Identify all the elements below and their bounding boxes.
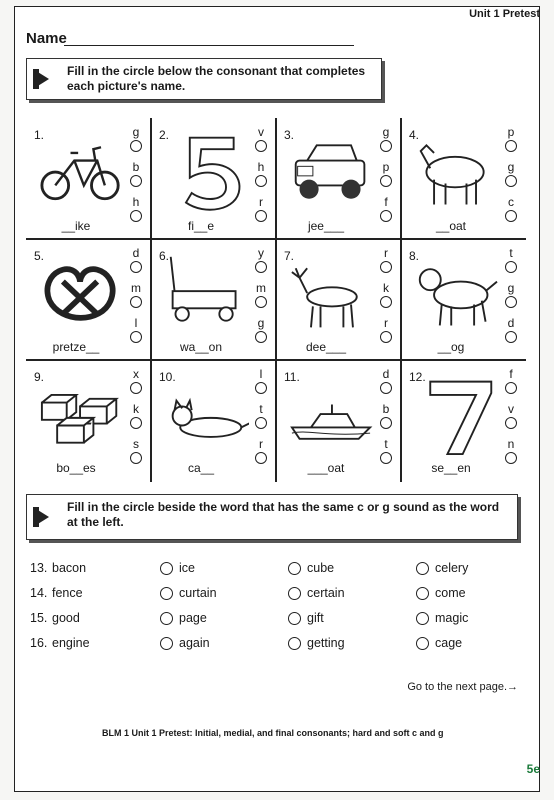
letter-option[interactable]: [252, 403, 270, 438]
part2-instructions-text: Fill in the circle beside the word that has the same c or g sound as the word at the left.: [67, 500, 500, 529]
letter-option[interactable]: [127, 161, 145, 196]
option-letter: h: [132, 195, 140, 209]
letter-option[interactable]: [377, 368, 395, 403]
answer-bubble[interactable]: [380, 452, 392, 464]
option-letter: g: [257, 316, 265, 330]
answer-bubble[interactable]: [255, 210, 267, 222]
item-number: 2.: [159, 128, 170, 142]
partial-word: se__en: [431, 461, 471, 475]
choice-word: curtain: [179, 586, 217, 600]
option-letter: x: [133, 367, 139, 381]
partial-word: __ike: [61, 219, 91, 233]
answer-bubble[interactable]: [160, 562, 173, 575]
letter-options: [252, 368, 270, 473]
letter-options: [502, 247, 520, 352]
word-choice[interactable]: [288, 636, 345, 650]
question-number: 15.: [30, 611, 48, 625]
item-number: 9.: [34, 370, 45, 384]
answer-bubble[interactable]: [130, 261, 142, 273]
letter-option[interactable]: [502, 126, 520, 161]
letter-option[interactable]: [502, 368, 520, 403]
choice-word: celery: [435, 561, 469, 575]
partial-word: pretze__: [52, 340, 100, 354]
letter-option[interactable]: [377, 161, 395, 196]
choice-word: certain: [307, 586, 345, 600]
picture-cell: [26, 118, 151, 239]
footer-caption: BLM 1 Unit 1 Pretest: Initial, medial, and final consonants; hard and soft c and g: [102, 728, 444, 738]
option-letter: m: [131, 281, 141, 295]
item-number: 4.: [409, 128, 420, 142]
unit-label: Unit 1 Pretest: [469, 8, 540, 20]
question-number: 13.: [30, 561, 48, 575]
letter-option[interactable]: [377, 247, 395, 282]
answer-bubble[interactable]: [380, 417, 392, 429]
word-choice[interactable]: [416, 586, 466, 600]
page-number: 5e: [526, 762, 540, 776]
answer-bubble[interactable]: [130, 140, 142, 152]
partial-word: ___oat: [307, 461, 345, 475]
option-letter: m: [256, 281, 266, 295]
letter-options: [377, 126, 395, 231]
partial-word: bo__es: [56, 461, 96, 475]
option-letter: b: [382, 402, 390, 416]
question-word: engine: [52, 636, 90, 650]
option-letter: t: [259, 402, 263, 416]
answer-bubble[interactable]: [380, 331, 392, 343]
word-choice[interactable]: [160, 561, 195, 575]
answer-bubble[interactable]: [130, 331, 142, 343]
number-seven-icon: [413, 374, 499, 456]
option-letter: d: [132, 246, 140, 260]
question-word: good: [52, 611, 80, 625]
option-letter: l: [259, 367, 263, 381]
item-number: 11.: [284, 370, 300, 384]
dog-icon: [413, 253, 499, 335]
choice-word: gift: [307, 611, 324, 625]
letter-option[interactable]: [502, 438, 520, 473]
answer-bubble[interactable]: [416, 562, 429, 575]
option-letter: g: [507, 160, 515, 174]
letter-option[interactable]: [377, 282, 395, 317]
letter-option[interactable]: [377, 196, 395, 231]
answer-bubble[interactable]: [416, 587, 429, 600]
option-letter: r: [259, 195, 263, 209]
letter-option[interactable]: [127, 368, 145, 403]
answer-bubble[interactable]: [160, 612, 173, 625]
word-choice[interactable]: [160, 586, 217, 600]
question-number: 14.: [30, 586, 48, 600]
letter-option[interactable]: [377, 126, 395, 161]
option-letter: h: [257, 160, 265, 174]
word-choice[interactable]: [160, 611, 207, 625]
word-choice[interactable]: [288, 586, 345, 600]
answer-bubble[interactable]: [380, 261, 392, 273]
answer-bubble[interactable]: [130, 417, 142, 429]
choice-word: getting: [307, 636, 345, 650]
letter-options: [127, 368, 145, 473]
letter-option[interactable]: [252, 317, 270, 352]
answer-bubble[interactable]: [288, 562, 301, 575]
answer-bubble[interactable]: [505, 331, 517, 343]
option-letter: t: [509, 246, 513, 260]
option-letter: r: [259, 437, 263, 451]
answer-bubble[interactable]: [130, 452, 142, 464]
answer-bubble[interactable]: [380, 175, 392, 187]
answer-bubble[interactable]: [416, 612, 429, 625]
letter-option[interactable]: [127, 126, 145, 161]
answer-bubble[interactable]: [505, 296, 517, 308]
option-letter: r: [384, 316, 388, 330]
answer-bubble[interactable]: [505, 210, 517, 222]
answer-bubble[interactable]: [255, 331, 267, 343]
letter-option[interactable]: [252, 161, 270, 196]
answer-bubble[interactable]: [380, 140, 392, 152]
part2-instructions: [26, 494, 518, 540]
letter-options: [377, 247, 395, 352]
answer-bubble[interactable]: [255, 452, 267, 464]
number-five-icon: [163, 132, 249, 214]
answer-bubble[interactable]: [130, 210, 142, 222]
letter-option[interactable]: [502, 317, 520, 352]
letter-options: [127, 126, 145, 231]
name-field[interactable]: [64, 45, 354, 46]
choice-word: cage: [435, 636, 463, 650]
letter-option[interactable]: [252, 282, 270, 317]
picture-cell: [401, 239, 526, 360]
choice-word: cube: [307, 561, 335, 575]
picture-cell: [151, 360, 276, 481]
answer-bubble[interactable]: [288, 587, 301, 600]
letter-option[interactable]: [377, 438, 395, 473]
question-row: [30, 586, 510, 606]
word-choice[interactable]: [416, 561, 468, 575]
option-letter: v: [508, 402, 514, 416]
option-letter: g: [132, 125, 140, 139]
arrow-icon: [33, 69, 49, 89]
answer-bubble[interactable]: [505, 140, 517, 152]
picture-cell: [276, 360, 401, 481]
deer-icon: [288, 253, 374, 335]
option-letter: y: [258, 246, 264, 260]
picture-grid: [26, 118, 526, 482]
partial-word: ca__: [187, 461, 215, 475]
picture-cell: [26, 360, 151, 481]
letter-option[interactable]: [127, 403, 145, 438]
letter-option[interactable]: [252, 247, 270, 282]
letter-options: [127, 247, 145, 352]
word-choice[interactable]: [416, 611, 468, 625]
partial-word: wa__on: [179, 340, 223, 354]
option-letter: d: [382, 367, 390, 381]
answer-bubble[interactable]: [505, 417, 517, 429]
part1-instructions-text: Fill in the circle below the consonant that completes each picture's name.: [67, 64, 366, 93]
letter-option[interactable]: [502, 403, 520, 438]
option-letter: p: [507, 125, 515, 139]
option-letter: d: [507, 316, 515, 330]
answer-bubble[interactable]: [505, 175, 517, 187]
picture-cell: [151, 239, 276, 360]
answer-bubble[interactable]: [255, 175, 267, 187]
question-word: bacon: [52, 561, 87, 575]
answer-bubble[interactable]: [255, 140, 267, 152]
picture-cell: [276, 239, 401, 360]
cat-icon: [163, 374, 249, 456]
letter-options: [252, 126, 270, 231]
letter-options: [502, 126, 520, 231]
option-letter: f: [509, 367, 513, 381]
letter-options: [377, 368, 395, 473]
partial-word: dee___: [305, 340, 347, 354]
item-number: 1.: [34, 128, 45, 142]
partial-word: __og: [437, 340, 465, 354]
answer-bubble[interactable]: [288, 612, 301, 625]
choice-word: ice: [179, 561, 195, 575]
partial-word: jee___: [307, 219, 345, 233]
picture-cell: [401, 360, 526, 481]
word-choice[interactable]: [288, 561, 334, 575]
item-number: 12.: [409, 370, 426, 384]
word-choice[interactable]: [416, 636, 462, 650]
partial-word: __oat: [435, 219, 467, 233]
option-letter: s: [133, 437, 139, 451]
letter-option[interactable]: [377, 317, 395, 352]
letter-option[interactable]: [252, 438, 270, 473]
answer-bubble[interactable]: [130, 175, 142, 187]
boxes-icon: [38, 374, 124, 456]
answer-bubble[interactable]: [255, 382, 267, 394]
answer-bubble[interactable]: [255, 417, 267, 429]
option-letter: l: [134, 316, 138, 330]
answer-bubble[interactable]: [255, 261, 267, 273]
option-letter: c: [508, 195, 514, 209]
picture-cell: [401, 118, 526, 239]
item-number: 8.: [409, 249, 420, 263]
answer-bubble[interactable]: [505, 261, 517, 273]
boat-icon: [288, 374, 374, 456]
answer-bubble[interactable]: [130, 382, 142, 394]
letter-option[interactable]: [127, 282, 145, 317]
word-choice[interactable]: [160, 636, 210, 650]
answer-bubble[interactable]: [380, 210, 392, 222]
goat-icon: [413, 132, 499, 214]
choice-word: come: [435, 586, 466, 600]
letter-option[interactable]: [252, 368, 270, 403]
option-letter: t: [384, 437, 388, 451]
pretzel-icon: [38, 253, 124, 335]
option-letter: k: [383, 281, 389, 295]
answer-bubble[interactable]: [416, 637, 429, 650]
letter-option[interactable]: [127, 317, 145, 352]
answer-bubble[interactable]: [160, 637, 173, 650]
partial-word: fi__e: [187, 219, 215, 233]
part1-instructions: [26, 58, 382, 100]
answer-bubble[interactable]: [505, 452, 517, 464]
letter-option[interactable]: [252, 196, 270, 231]
letter-option[interactable]: [502, 161, 520, 196]
question-row: [30, 561, 510, 581]
answer-bubble[interactable]: [288, 637, 301, 650]
choice-word: again: [179, 636, 210, 650]
picture-cell: [276, 118, 401, 239]
answer-bubble[interactable]: [130, 296, 142, 308]
answer-bubble[interactable]: [505, 382, 517, 394]
choice-word: magic: [435, 611, 469, 625]
option-letter: b: [132, 160, 140, 174]
letter-option[interactable]: [377, 403, 395, 438]
letter-option[interactable]: [502, 247, 520, 282]
question-row: [30, 636, 510, 656]
item-number: 10.: [159, 370, 176, 384]
letter-option[interactable]: [127, 196, 145, 231]
question-number: 16.: [30, 636, 48, 650]
wagon-icon: [163, 253, 249, 335]
picture-cell: [151, 118, 276, 239]
question-row: [30, 611, 510, 631]
option-letter: v: [258, 125, 264, 139]
answer-bubble[interactable]: [380, 296, 392, 308]
word-choice[interactable]: [288, 611, 324, 625]
option-letter: p: [382, 160, 390, 174]
option-letter: f: [384, 195, 388, 209]
letter-option[interactable]: [127, 438, 145, 473]
item-number: 3.: [284, 128, 295, 142]
bicycle-icon: [38, 132, 124, 214]
item-number: 5.: [34, 249, 45, 263]
choice-word: page: [179, 611, 207, 625]
option-letter: r: [384, 246, 388, 260]
next-page-link: Go to the next page.→: [407, 681, 518, 693]
item-number: 6.: [159, 249, 170, 263]
picture-cell: [26, 239, 151, 360]
option-letter: g: [382, 125, 390, 139]
option-letter: g: [507, 281, 515, 295]
option-letter: n: [507, 437, 515, 451]
arrow-icon: [33, 507, 49, 527]
name-label: Name: [26, 30, 67, 47]
item-number: 7.: [284, 249, 295, 263]
option-letter: k: [133, 402, 139, 416]
answer-bubble[interactable]: [160, 587, 173, 600]
question-word: fence: [52, 586, 83, 600]
letter-options: [502, 368, 520, 473]
letter-options: [252, 247, 270, 352]
letter-option[interactable]: [127, 247, 145, 282]
answer-bubble[interactable]: [255, 296, 267, 308]
jeep-icon: [288, 132, 374, 214]
letter-option[interactable]: [502, 196, 520, 231]
letter-option[interactable]: [252, 126, 270, 161]
answer-bubble[interactable]: [380, 382, 392, 394]
letter-option[interactable]: [502, 282, 520, 317]
